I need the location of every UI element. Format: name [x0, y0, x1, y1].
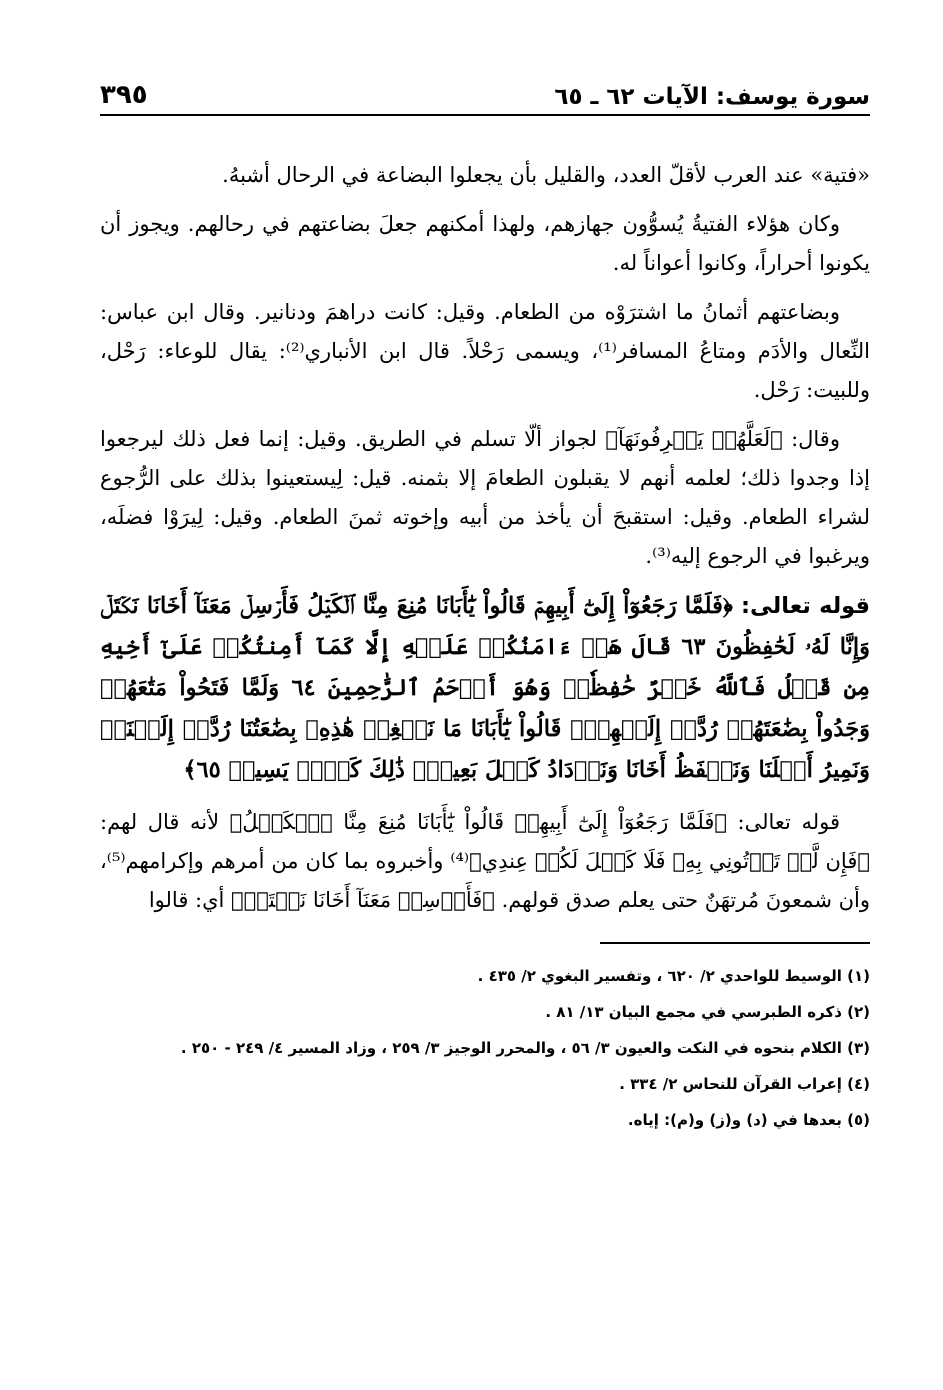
paragraph: وبضاعتهم أثمانُ ما اشترَوْه من الطعام. وقيل: كانت دراهمَ ودنانير. وقال ابن عباس: النِّعال والأدَم ومتاعُ المسافر⁽¹⁾، ويسمى رَحْلاً. قال ابن الأنباري⁽²⁾: يقال للوعاء: رَحْل، وللبيت: رَحْل. [100, 300, 871, 402]
paragraph: «فتية» عند العرب لأقلّ العدد، والقليل بأن يجعلوا البضاعة في الرحال أشبهُ. [222, 163, 870, 187]
paragraph: وكان هؤلاء الفتيةُ يُسوُّون جهازهم، ولهذا أمكنهم جعلَ بضاعتهم في رحالهم. ويجوز أن يكونوا أحراراً، وكانوا أعواناً له. [100, 212, 870, 275]
page-number: ٣٩٥ [100, 80, 148, 110]
page-header [100, 60, 870, 116]
running-title: سورة يوسف: الآيات ٦٢ ـ ٦٥ [554, 84, 870, 110]
paragraph: وقال: ﴿لَعَلَّهُمۡ يَعۡرِفُونَهَآ﴾ لجواز ألّا تسلم في الطريق. وقيل: إنما فعل ذلك ليرجعوا إذا وجدوا ذلك؛ لعلمه أنهم لا يقبلون الطعامَ إلا بثمنه. قيل: لِيستعينوا بذلك على الرُّجوع لشراء الطعام. وقيل: استقبحَ أن يأخذ من أبيه وإخوته ثمنَ الطعام. وقيل: لِيرَوْا فضلَه، ويرغبوا في الرجوع إليه⁽³⁾. [100, 427, 870, 568]
footnote-divider [600, 942, 870, 944]
footnote: (٤) إعراب القرآن للنحاس ٢/ ٣٣٤ . [619, 1075, 870, 1093]
footnote: (٥) بعدها في (د) و(ز) و(م): إياه. [627, 1111, 870, 1129]
footnote: (٣) الكلام بنحوه في النكت والعيون ٣/ ٥٦ ، والمحرر الوجيز ٣/ ٢٥٩ ، وزاد المسير ٤/ ٢٤٩ - ٢٥٠ . [180, 1039, 870, 1057]
verse-intro: قوله تعالى: [741, 593, 870, 619]
page-body [100, 156, 870, 920]
book-page [100, 60, 870, 1138]
verse-text: ﴿فَلَمَّا رَجَعُوٓاْ إِلَىٰٓ أَبِيهِمۡ قَالُواْ يَٰٓأَبَانَا مُنِعَ مِنَّا ٱلۡكَيۡلُ فَأَرۡسِلۡ مَعَنَآ أَخَانَا نَكۡتَلۡ وَإِنَّا لَهُۥ لَحَٰفِظُونَ ٦٣ قَالَ هَلۡ ءَامَنُكُمۡ عَلَيۡهِ إِلَّا كَمَآ أَمِنتُكُمۡ عَلَىٰٓ أَخِيهِ مِن قَبۡلُ فَٱللَّهُ خَيۡرٌ حَٰفِظٗاۖ وَهُوَ أَرۡحَمُ ٱلرَّٰحِمِينَ ٦٤ وَلَمَّا فَتَحُواْ مَتَٰعَهُمۡ وَجَدُواْ بِضَٰعَتَهُمۡ رُدَّتۡ إِلَيۡهِمۡۖ قَالُواْ يَٰٓأَبَانَا مَا نَبۡغِيۖ هَٰذِهِۦ بِضَٰعَتُنَا رُدَّتۡ إِلَيۡنَاۖ وَنَمِيرُ أَهۡلَنَا وَنَحۡفَظُ أَخَانَا وَنَزۡدَادُ كَيۡلَ بَعِيرٖۖ ذَٰلِكَ كَيۡلٞ يَسِيرٞ ٦٥﴾ [100, 593, 870, 783]
paragraph: قوله تعالى: ﴿فَلَمَّا رَجَعُوٓاْ إِلَىٰٓ أَبِيهِمۡ قَالُواْ يَٰٓأَبَانَا مُنِعَ مِنَّا ٱلۡكَيۡلُ﴾ لأنه قال لهم: ﴿فَإِن لَّمۡ تَأۡتُونِي بِهِۦ فَلَا كَيۡلَ لَكُمۡ عِندِي﴾⁽⁴⁾ وأخبروه بما كان من أمرهم وإكرامهم⁽⁵⁾، وأن شمعونَ مُرتهَنٌ حتى يعلم صدق قولهم. ﴿فَأَرۡسِلۡ مَعَنَآ أَخَانَا نَكۡتَلۡ﴾ أي: قالوا [100, 810, 870, 912]
footnote: (١) الوسيط للواحدي ٢/ ٦٢٠ ، وتفسير البغوي ٢/ ٤٣٥ . [477, 967, 870, 985]
footnotes [100, 958, 870, 1138]
quran-verse-block [100, 586, 870, 791]
footnote: (٢) ذكره الطبرسي في مجمع البيان ١٣/ ٨١ . [545, 1003, 870, 1021]
